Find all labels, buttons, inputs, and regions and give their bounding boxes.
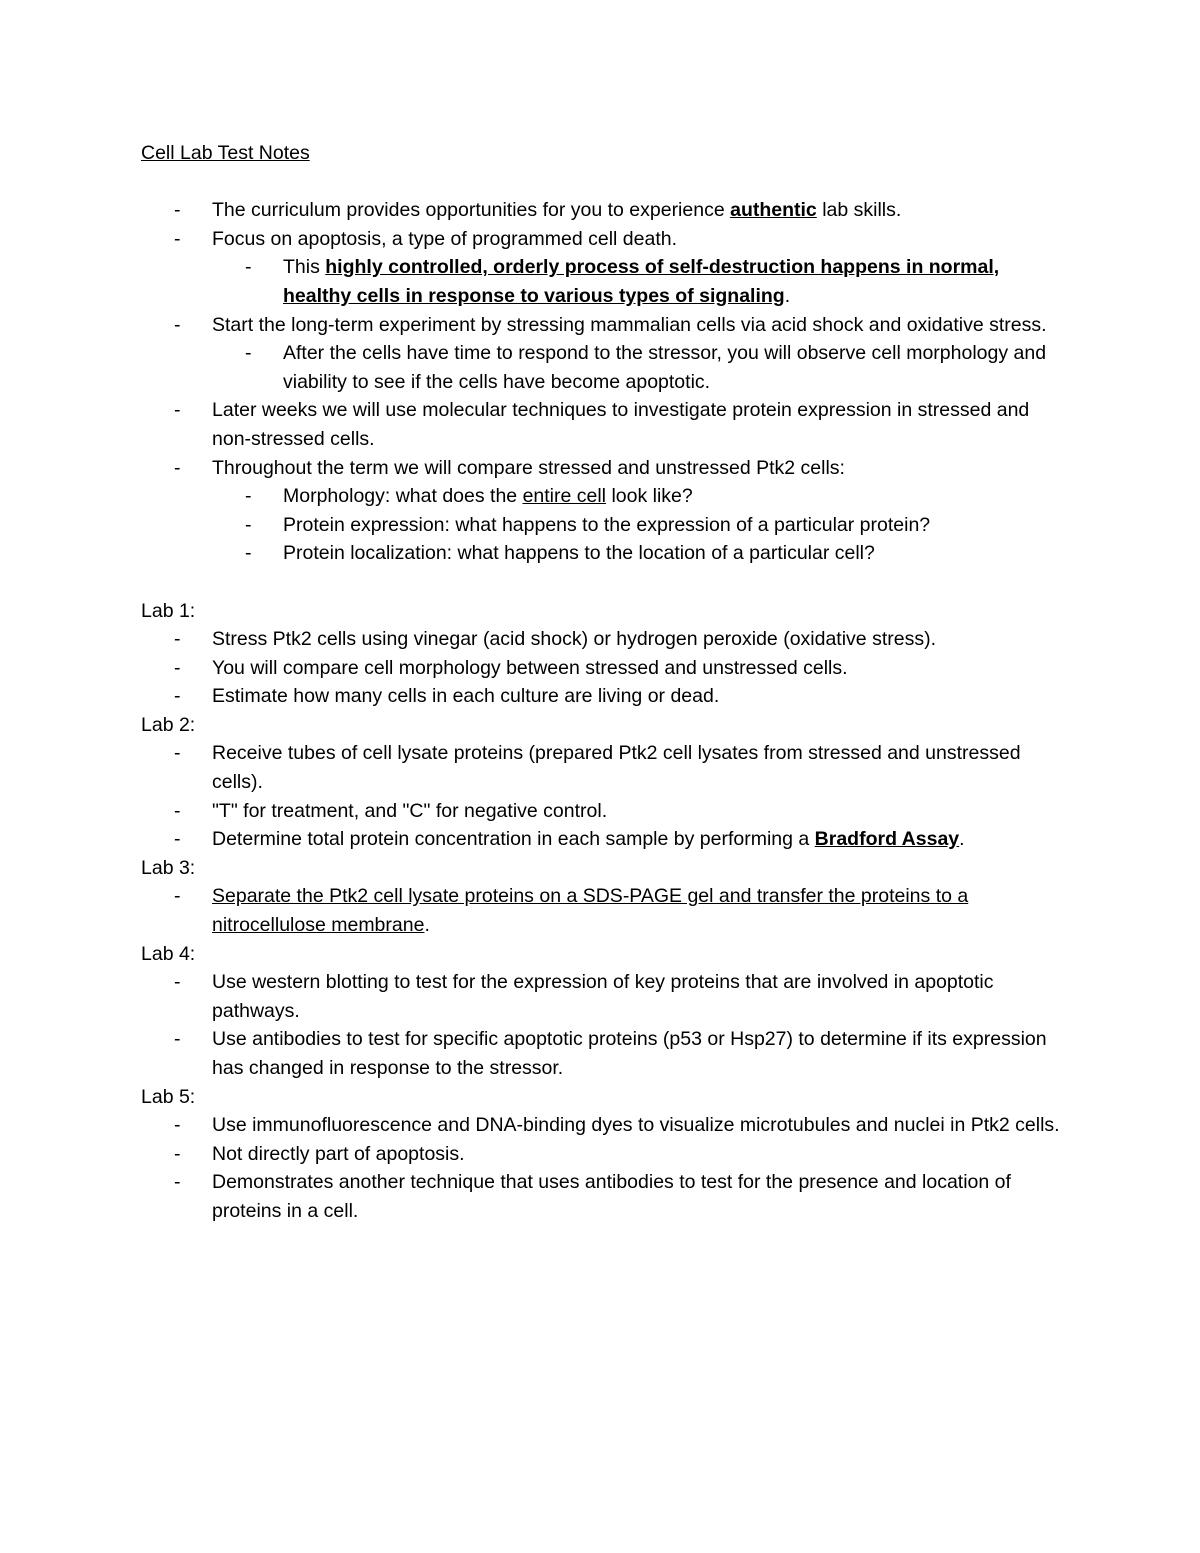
emphasis-text: authentic xyxy=(730,199,817,222)
bullet-dash: - xyxy=(174,656,181,679)
list-item: - Start the long-term experiment by stressing mammalian cells via acid shock and oxidative stress. xyxy=(141,311,1061,340)
bullet-dash: - xyxy=(174,1114,181,1137)
list-item: - The curriculum provides opportunities for you to experience authentic lab skills. xyxy=(141,196,1061,225)
list-item: - "T" for treatment, and "C" for negative control. xyxy=(141,797,1061,826)
emphasis-text: Bradford Assay xyxy=(814,828,960,851)
bullet-dash: - xyxy=(174,628,181,651)
lab-4-list xyxy=(141,968,1061,1082)
lab-1-heading: Lab 1: xyxy=(141,599,196,622)
list-item: - Later weeks we will use molecular techniques to investigate protein expression in stressed and non-stressed cells. xyxy=(141,396,1061,453)
bullet-dash: - xyxy=(174,1142,181,1165)
bullet-dash: - xyxy=(245,256,252,279)
list-item: - You will compare cell morphology between stressed and unstressed cells. xyxy=(141,654,1061,683)
lab-5-heading: Lab 5: xyxy=(141,1085,196,1108)
list-item: - Stress Ptk2 cells using vinegar (acid shock) or hydrogen peroxide (oxidative stress). xyxy=(141,625,1061,654)
list-item: - Focus on apoptosis, a type of programmed cell death. xyxy=(141,225,1061,254)
bullet-dash: - xyxy=(245,485,252,508)
bullet-dash: - xyxy=(174,313,181,336)
list-item: - Use western blotting to test for the expression of key proteins that are involved in apoptotic pathways. xyxy=(141,968,1061,1025)
document-body xyxy=(141,139,1061,1226)
emphasis-text: highly controlled, orderly process of self-destruction happens in normal, healthy cells in response to various types of signaling xyxy=(283,256,1000,307)
lab-4-heading: Lab 4: xyxy=(141,942,196,965)
sub-list-item: - Morphology: what does the entire cell look like? xyxy=(141,482,1061,511)
intro-list xyxy=(141,196,1061,568)
underlined-text: entire cell xyxy=(522,485,607,508)
list-item: - Throughout the term we will compare stressed and unstressed Ptk2 cells: xyxy=(141,454,1061,483)
bullet-dash: - xyxy=(174,399,181,422)
bullet-dash: - xyxy=(174,742,181,765)
bullet-dash: - xyxy=(245,513,252,536)
bullet-dash: - xyxy=(245,542,252,565)
list-item: - Separate the Ptk2 cell lysate proteins on a SDS-PAGE gel and transfer the proteins to a nitrocellulose membrane. xyxy=(141,882,1061,939)
bullet-dash: - xyxy=(174,971,181,994)
blank-line xyxy=(141,568,1061,597)
bullet-dash: - xyxy=(174,885,181,908)
bullet-dash: - xyxy=(174,456,181,479)
lab-1-list xyxy=(141,625,1061,711)
bullet-dash: - xyxy=(174,685,181,708)
sub-list-item: - After the cells have time to respond to the stressor, you will observe cell morphology and viability to see if the cells have become apoptotic. xyxy=(141,339,1061,396)
list-item: - Demonstrates another technique that uses antibodies to test for the presence and location of proteins in a cell. xyxy=(141,1168,1061,1225)
list-item: - Not directly part of apoptosis. xyxy=(141,1140,1061,1169)
page-title: Cell Lab Test Notes xyxy=(141,142,310,164)
bullet-dash: - xyxy=(174,1171,181,1194)
lab-3-heading: Lab 3: xyxy=(141,856,196,879)
list-item: - Use immunofluorescence and DNA-binding dyes to visualize microtubules and nuclei in Ptk2 cells. xyxy=(141,1111,1061,1140)
list-item: - Determine total protein concentration in each sample by performing a Bradford Assay. xyxy=(141,825,1061,854)
list-item: - Receive tubes of cell lysate proteins (prepared Ptk2 cell lysates from stressed and unstressed cells). xyxy=(141,739,1061,796)
lab-2-list xyxy=(141,739,1061,853)
sub-list-item: - Protein localization: what happens to the location of a particular cell? xyxy=(141,539,1061,568)
bullet-dash: - xyxy=(174,799,181,822)
lab-3-list xyxy=(141,882,1061,939)
sub-list-item: - Protein expression: what happens to the expression of a particular protein? xyxy=(141,511,1061,540)
lab-5-list xyxy=(141,1111,1061,1225)
lab-2-heading: Lab 2: xyxy=(141,713,196,736)
underlined-text: Separate the Ptk2 cell lysate proteins on a SDS-PAGE gel and transfer the proteins to a nitrocellulose membrane xyxy=(212,885,969,937)
list-item: - Use antibodies to test for specific apoptotic proteins (p53 or Hsp27) to determine if its expression has changed in response to the stressor. xyxy=(141,1025,1061,1082)
bullet-dash: - xyxy=(174,828,181,851)
list-item: - Estimate how many cells in each culture are living or dead. xyxy=(141,682,1061,711)
bullet-dash: - xyxy=(245,342,252,365)
bullet-dash: - xyxy=(174,227,181,250)
sub-list-item: - This highly controlled, orderly process of self-destruction happens in normal, healthy cells in response to various types of signaling. xyxy=(141,253,1061,310)
bullet-dash: - xyxy=(174,1028,181,1051)
bullet-dash: - xyxy=(174,199,181,222)
